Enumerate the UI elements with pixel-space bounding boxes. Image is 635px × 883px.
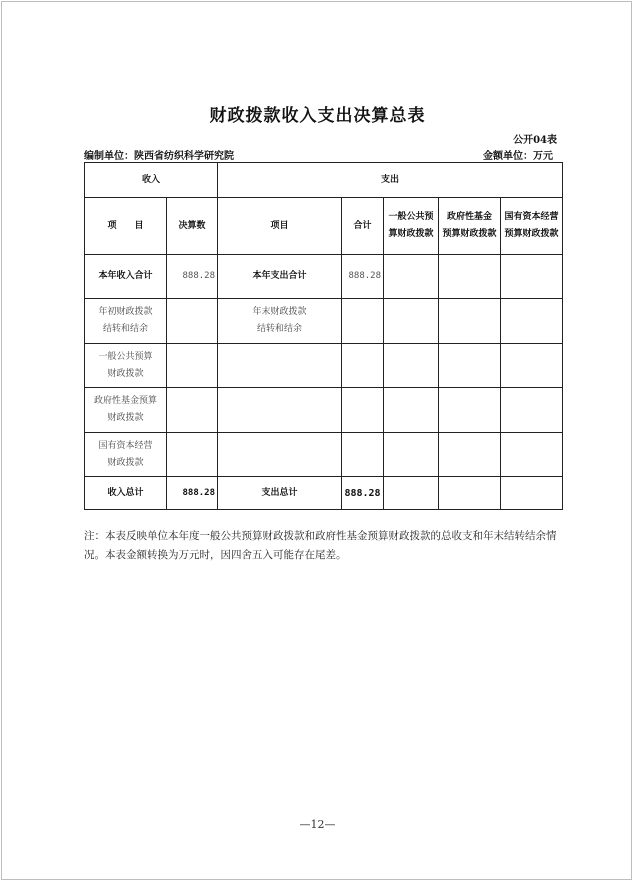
row-expense-item (218, 433, 342, 477)
total-expense-label: 支出总计 (218, 477, 342, 510)
total-row (85, 477, 563, 510)
row-expense-item-line: 结转和结余 (257, 324, 303, 334)
header-state-capital-line: 预算财政拨款 (504, 229, 559, 239)
row-income-item-line: 一般公共预算 (98, 351, 153, 362)
total-state (501, 477, 563, 510)
row-state (501, 388, 563, 433)
form-id: 公开04表 (513, 135, 557, 146)
page-number: —12— (299, 818, 336, 831)
amount-unit: 金额单位：万元 (483, 151, 553, 162)
row-income-item-line: 财政拨款 (107, 457, 144, 468)
header-total: 合计 (342, 198, 384, 255)
row-gov (439, 344, 501, 388)
table-row (85, 433, 563, 477)
row-expense-item (218, 388, 342, 433)
row-income-item (85, 388, 167, 433)
row-income-item-line: 财政拨款 (107, 413, 144, 423)
header-income-item: 项 目 (85, 198, 167, 255)
row-income-amount (167, 433, 218, 477)
row-income-item-line: 财政拨款 (107, 368, 144, 379)
row-general (384, 299, 439, 344)
total-income-amount: 888.28 (167, 477, 218, 510)
row-gov (439, 255, 501, 299)
row-income-item (85, 344, 167, 388)
total-gov (439, 477, 501, 510)
row-income-item: 本年收入合计 (85, 255, 167, 299)
row-expense-item: 本年支出合计 (218, 255, 342, 299)
header-gov-fund (439, 198, 501, 255)
row-general (384, 255, 439, 299)
row-total: 888.28 (342, 255, 384, 299)
row-income-item (85, 433, 167, 477)
row-gov (439, 433, 501, 477)
header-general-budget-line: 一般公共预 (388, 212, 434, 222)
total-expense-amount: 888.28 (342, 477, 384, 510)
row-expense-item (218, 344, 342, 388)
header-state-capital (501, 198, 563, 255)
row-total (342, 299, 384, 344)
table-note: 注：本表反映单位本年度一般公共预算财政拨款和政府性基金预算财政拨款的总收支和年末结转结余情况。本表金额转换为万元时，因四舍五入可能存在尾差。 (84, 530, 557, 561)
header-general-budget (384, 198, 439, 255)
row-general (384, 388, 439, 433)
row-total (342, 433, 384, 477)
row-income-amount (167, 299, 218, 344)
row-income-item-line: 政府性基金预算 (93, 396, 157, 406)
total-income-label: 收入总计 (85, 477, 167, 510)
page-title: 财政拨款收入支出决算总表 (209, 106, 426, 126)
row-gov (439, 388, 501, 433)
total-general (384, 477, 439, 510)
row-expense-item (218, 299, 342, 344)
header-gov-fund-line: 预算财政拨款 (442, 229, 497, 239)
row-income-item-line: 结转和结余 (102, 324, 148, 334)
compiling-unit: 编制单位：陕西省纺织科学研究院 (84, 151, 234, 162)
row-total (342, 344, 384, 388)
row-income-item-line: 年初财政拨款 (98, 307, 153, 317)
row-income-amount: 888.28 (167, 255, 218, 299)
row-state (501, 299, 563, 344)
income-group-header: 收入 (85, 163, 218, 198)
row-income-item-line: 国有资本经营 (98, 440, 153, 451)
header-state-capital-line: 国有资本经营 (504, 212, 559, 222)
row-state (501, 433, 563, 477)
row-state (501, 255, 563, 299)
table-row (85, 388, 563, 433)
header-general-budget-line: 算财政拨款 (388, 229, 434, 239)
header-income-amount: 决算数 (167, 198, 218, 255)
table-row (85, 344, 563, 388)
row-general (384, 344, 439, 388)
row-state (501, 344, 563, 388)
header-expense-item: 项目 (218, 198, 342, 255)
row-general (384, 433, 439, 477)
row-gov (439, 299, 501, 344)
row-income-amount (167, 344, 218, 388)
expense-group-header: 支出 (218, 163, 563, 198)
fiscal-appropriation-table (84, 162, 563, 510)
row-income-item (85, 299, 167, 344)
table-row (85, 299, 563, 344)
header-gov-fund-line: 政府性基金 (447, 212, 493, 222)
table-row (85, 255, 563, 299)
row-income-amount (167, 388, 218, 433)
row-total (342, 388, 384, 433)
row-expense-item-line: 年末财政拨款 (252, 307, 307, 317)
